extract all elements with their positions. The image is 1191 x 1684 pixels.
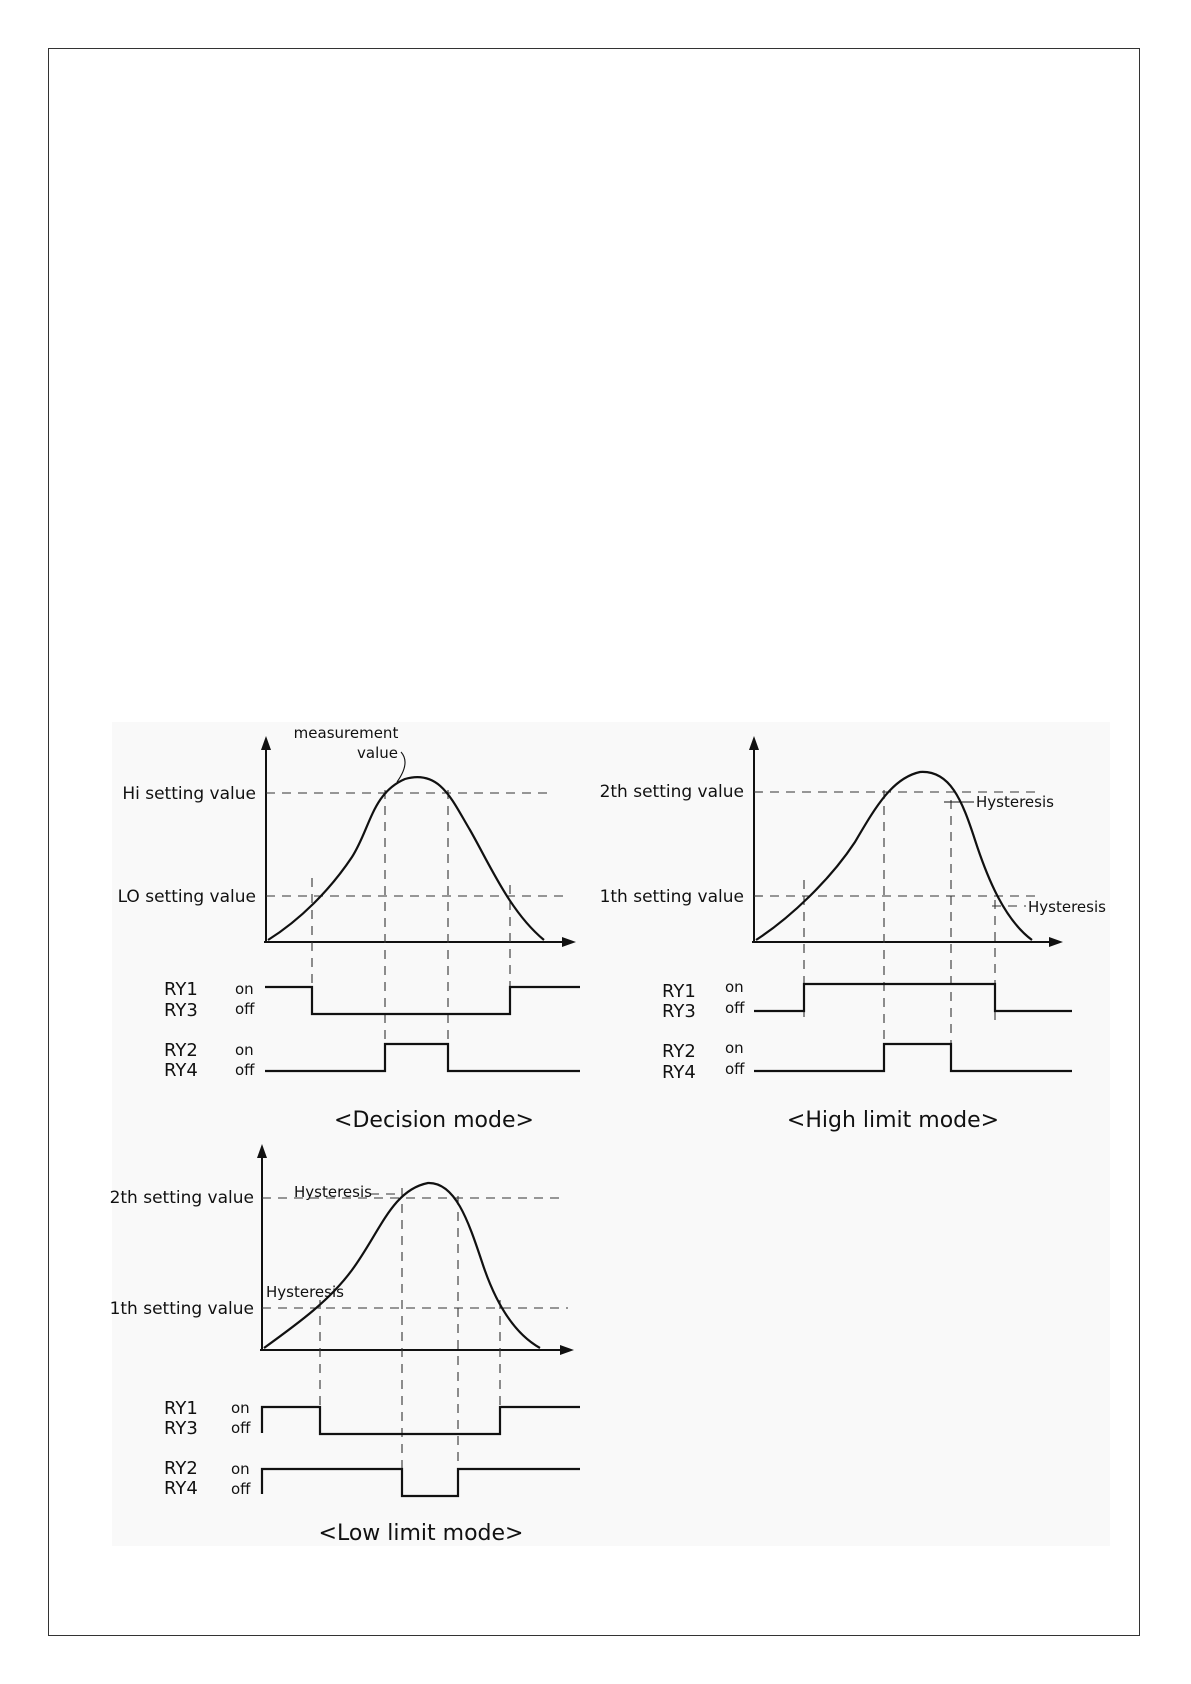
hysteresis-upper-label: Hysteresis [976,793,1054,811]
hysteresis-lower-label: Hysteresis [266,1283,344,1301]
x-axis-arrow [1049,937,1063,947]
off-label: off [231,1480,251,1498]
caption-decision-mode: <Decision mode> [334,1108,534,1133]
panel-decision-mode [118,724,580,1133]
relay-label: RY4 [662,1062,696,1083]
y-axis-arrow [749,736,759,750]
relay-label: RY4 [164,1060,198,1081]
ry2-ry4-waveform [262,1469,580,1496]
panel-high-limit-mode [600,736,1107,1133]
measurement-value-curve [268,777,544,940]
on-label: on [235,980,254,998]
relay-label: RY4 [164,1478,198,1499]
curve-label-line1: measurement [293,724,399,742]
ry1-ry3-waveform [754,984,1072,1011]
relay-label: RY1 [164,979,198,1000]
y-axis-arrow [257,1144,267,1158]
on-label: on [725,1039,744,1057]
lo-setting-label: LO setting value [117,887,256,907]
panel-low-limit-mode [110,1144,580,1546]
upper-setting-label: 2th setting value [599,782,744,802]
ry1-ry3-waveform [262,1407,580,1434]
off-label: off [235,1061,255,1079]
caption-low-limit-mode: <Low limit mode> [318,1521,524,1546]
relay-label: RY3 [164,1000,198,1021]
x-axis-arrow [562,937,576,947]
curve-label-line2: value [357,744,398,762]
curve-label-leader [397,752,405,782]
relay-label: RY2 [662,1041,696,1062]
relay-label: RY1 [164,1398,198,1419]
on-label: on [725,978,744,996]
hi-setting-label: Hi setting value [122,784,256,804]
hysteresis-upper-label: Hysteresis [294,1183,372,1201]
ry2-ry4-waveform [754,1044,1072,1071]
relay-label: RY2 [164,1458,198,1479]
on-label: on [231,1460,250,1478]
lower-setting-label: 1th setting value [599,887,744,907]
off-label: off [725,999,745,1017]
lower-setting-label: 1th setting value [109,1299,254,1319]
relay-label: RY3 [662,1001,696,1022]
on-label: on [231,1399,250,1417]
ry2-ry4-waveform [265,1044,580,1071]
relay-label: RY2 [164,1040,198,1061]
caption-high-limit-mode: <High limit mode> [786,1108,1000,1133]
y-axis-arrow [261,736,271,750]
off-label: off [231,1419,251,1437]
relay-label: RY1 [662,981,696,1002]
ry1-ry3-waveform [265,987,580,1014]
upper-setting-label: 2th setting value [109,1188,254,1208]
x-axis-arrow [560,1345,574,1355]
relay-label: RY3 [164,1418,198,1439]
on-label: on [235,1041,254,1059]
off-label: off [725,1060,745,1078]
hysteresis-lower-label: Hysteresis [1028,898,1106,916]
off-label: off [235,1000,255,1018]
